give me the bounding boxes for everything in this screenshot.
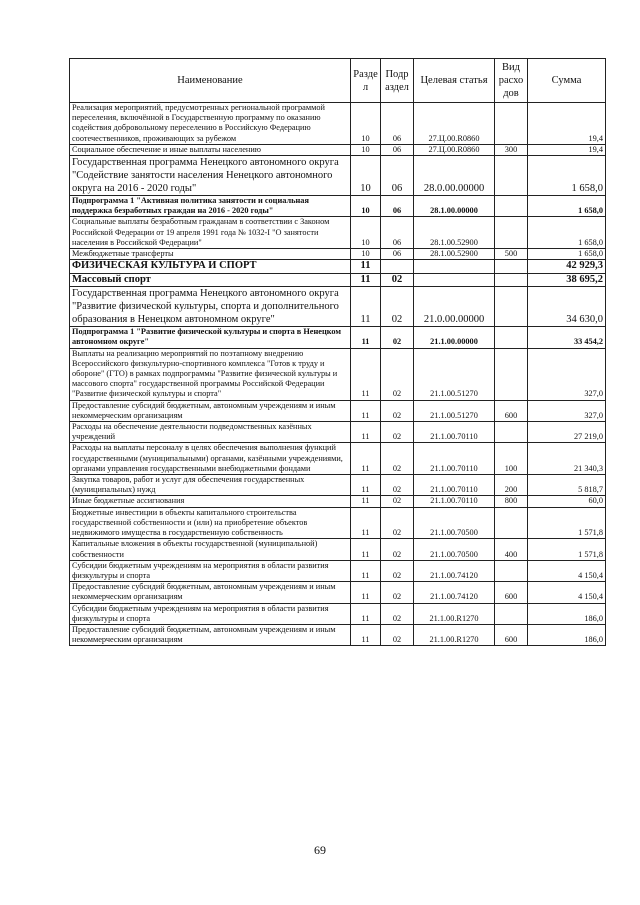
table-row: [70, 144, 606, 155]
header-row: [70, 59, 606, 103]
row-name: Предоставление субсидий бюджетным, автономным учреждениям и иным некоммерческим организациям: [70, 400, 351, 421]
row-subsection: 02: [381, 287, 414, 327]
row-target: 28.1.00.52900: [414, 217, 495, 249]
row-section: 11: [351, 260, 381, 274]
row-target: [414, 260, 495, 274]
table-row: [70, 217, 606, 249]
row-name: Бюджетные инвестиции в объекты капитального строительства государственной собственности и (или) на приобретение объектов недвижимого имущества в государственную собственность: [70, 507, 351, 539]
row-sum: 186,0: [528, 603, 606, 624]
row-section: 11: [351, 496, 381, 507]
row-sum: 33 454,2: [528, 327, 606, 348]
table-row: [70, 103, 606, 145]
table-row: [70, 560, 606, 581]
row-section: 11: [351, 443, 381, 475]
row-section: 11: [351, 560, 381, 581]
row-name: Субсидии бюджетным учреждениям на мероприятия в области развития физкультуры и спорта: [70, 560, 351, 581]
row-target: 21.1.00.51270: [414, 400, 495, 421]
header-name: Наименование: [70, 59, 351, 103]
table-row: [70, 348, 606, 400]
row-name: Субсидии бюджетным учреждениям на мероприятия в области развития физкультуры и спорта: [70, 603, 351, 624]
header-target: Целевая статья: [414, 59, 495, 103]
row-subsection: 02: [381, 603, 414, 624]
table-row: [70, 422, 606, 443]
row-section: 10: [351, 144, 381, 155]
row-sum: 19,4: [528, 144, 606, 155]
row-subsection: 02: [381, 475, 414, 496]
header-sum: Сумма: [528, 59, 606, 103]
row-target: 21.1.00.70110: [414, 443, 495, 475]
row-target: 21.1.00.70500: [414, 507, 495, 539]
row-name: Социальное обеспечение и иные выплаты населению: [70, 144, 351, 155]
row-subsection: 02: [381, 507, 414, 539]
row-subsection: 06: [381, 196, 414, 217]
row-target: 21.1.00.70110: [414, 496, 495, 507]
row-subsection: 02: [381, 348, 414, 400]
row-target: 27.Ц.00.R0860: [414, 144, 495, 155]
row-name: Государственная программа Ненецкого автономного округа "Содействие занятости населения Ненецкого автономного округа на 2016 - 2020 годы": [70, 156, 351, 196]
row-name: Подпрограмма 1 "Развитие физической культуры и спорта в Ненецком автономном округе": [70, 327, 351, 348]
table-row: [70, 582, 606, 603]
row-sum: 1 658,0: [528, 217, 606, 249]
row-section: 11: [351, 400, 381, 421]
table-row: [70, 260, 606, 274]
row-section: 11: [351, 422, 381, 443]
table-row: [70, 156, 606, 196]
row-name: Расходы на выплаты персоналу в целях обеспечения выполнения функций государственными (муниципальными) органами, казёнными учреждениями, органами управления государственными внебюджетными фондами: [70, 443, 351, 475]
row-section: 11: [351, 624, 381, 645]
row-subsection: 06: [381, 217, 414, 249]
row-sum: 5 818,7: [528, 475, 606, 496]
table-row: [70, 496, 606, 507]
row-target: 21.1.00.00000: [414, 327, 495, 348]
row-target: 21.1.00.70500: [414, 539, 495, 560]
row-type: 400: [495, 539, 528, 560]
row-type: [495, 196, 528, 217]
row-type: [495, 287, 528, 327]
row-type: 600: [495, 582, 528, 603]
row-name: Закупка товаров, работ и услуг для обеспечения государственных (муниципальных) нужд: [70, 475, 351, 496]
row-target: 21.1.00.R1270: [414, 603, 495, 624]
row-sum: 60,0: [528, 496, 606, 507]
table-row: [70, 287, 606, 327]
header-subsection: Подр аздел: [381, 59, 414, 103]
table-row: [70, 196, 606, 217]
row-target: 21.1.00.R1270: [414, 624, 495, 645]
row-type: [495, 217, 528, 249]
row-section: 10: [351, 249, 381, 260]
row-sum: 42 929,3: [528, 260, 606, 274]
row-sum: 186,0: [528, 624, 606, 645]
table-row: [70, 400, 606, 421]
row-sum: 1 571,8: [528, 539, 606, 560]
header-section: Разде л: [351, 59, 381, 103]
row-type: 100: [495, 443, 528, 475]
row-section: 10: [351, 196, 381, 217]
row-subsection: 06: [381, 156, 414, 196]
table-row: [70, 475, 606, 496]
row-sum: 38 695,2: [528, 273, 606, 287]
row-name: Выплаты на реализацию мероприятий по поэтапному внедрению Всероссийского физкультурно-спортивного комплекса "Готов к труду и обороне" (ГТО) в рамках подпрограммы "Развитие физической культуры и массового спорта" государственной программы Российской Федерации "Развитие физической культуры и спорта": [70, 348, 351, 400]
row-sum: 1 571,8: [528, 507, 606, 539]
row-name: Межбюджетные трансферты: [70, 249, 351, 260]
row-sum: 1 658,0: [528, 249, 606, 260]
row-sum: 1 658,0: [528, 156, 606, 196]
row-subsection: 02: [381, 582, 414, 603]
row-subsection: 06: [381, 103, 414, 145]
table-row: [70, 249, 606, 260]
table-row: [70, 624, 606, 645]
row-subsection: 02: [381, 443, 414, 475]
row-section: 11: [351, 582, 381, 603]
row-subsection: 02: [381, 400, 414, 421]
row-name: Иные бюджетные ассигнования: [70, 496, 351, 507]
row-subsection: 02: [381, 624, 414, 645]
table-row: [70, 443, 606, 475]
row-type: [495, 156, 528, 196]
row-subsection: 02: [381, 327, 414, 348]
row-sum: 34 630,0: [528, 287, 606, 327]
row-subsection: 02: [381, 422, 414, 443]
header-type: Вид расхо дов: [495, 59, 528, 103]
row-type: [495, 103, 528, 145]
row-name: Предоставление субсидий бюджетным, автономным учреждениям и иным некоммерческим организациям: [70, 624, 351, 645]
row-section: 11: [351, 603, 381, 624]
row-section: 11: [351, 475, 381, 496]
budget-table: [69, 58, 606, 646]
row-type: 300: [495, 144, 528, 155]
row-section: 11: [351, 327, 381, 348]
row-target: 21.1.00.74120: [414, 560, 495, 581]
row-sum: 327,0: [528, 348, 606, 400]
row-section: 11: [351, 287, 381, 327]
row-type: [495, 327, 528, 348]
row-section: 10: [351, 217, 381, 249]
table-row: [70, 273, 606, 287]
table-row: [70, 603, 606, 624]
row-target: 21.0.00.00000: [414, 287, 495, 327]
row-type: [495, 507, 528, 539]
row-name: Массовый спорт: [70, 273, 351, 287]
row-type: 200: [495, 475, 528, 496]
row-name: Капитальные вложения в объекты государственной (муниципальной) собственности: [70, 539, 351, 560]
row-sum: 4 150,4: [528, 560, 606, 581]
row-name: Подпрограмма 1 "Активная политика занятости и социальная поддержка безработных граждан на 2016 - 2020 годы": [70, 196, 351, 217]
row-type: 600: [495, 624, 528, 645]
row-section: 11: [351, 507, 381, 539]
table-row: [70, 507, 606, 539]
row-sum: 1 658,0: [528, 196, 606, 217]
row-type: [495, 560, 528, 581]
row-name: Социальные выплаты безработным гражданам в соответствии с Законом Российской Федерации от 19 апреля 1991 года № 1032-I "О занятости населения в Российской Федерации": [70, 217, 351, 249]
row-sum: 4 150,4: [528, 582, 606, 603]
row-subsection: 02: [381, 496, 414, 507]
row-type: 600: [495, 400, 528, 421]
row-target: 28.1.00.52900: [414, 249, 495, 260]
row-sum: 19,4: [528, 103, 606, 145]
row-section: 11: [351, 539, 381, 560]
row-section: 11: [351, 273, 381, 287]
row-subsection: 02: [381, 273, 414, 287]
row-target: 21.1.00.70110: [414, 475, 495, 496]
row-sum: 27 219,0: [528, 422, 606, 443]
row-target: 28.0.00.00000: [414, 156, 495, 196]
row-section: 10: [351, 156, 381, 196]
row-subsection: 06: [381, 249, 414, 260]
row-type: [495, 603, 528, 624]
row-target: 27.Ц.00.R0860: [414, 103, 495, 145]
table-row: [70, 539, 606, 560]
row-section: 10: [351, 103, 381, 145]
row-target: 21.1.00.51270: [414, 348, 495, 400]
row-target: 21.1.00.74120: [414, 582, 495, 603]
row-subsection: 02: [381, 539, 414, 560]
row-target: 21.1.00.70110: [414, 422, 495, 443]
row-target: 28.1.00.00000: [414, 196, 495, 217]
row-name: Расходы на обеспечение деятельности подведомственных казённых учреждений: [70, 422, 351, 443]
row-subsection: [381, 260, 414, 274]
page-number: 69: [314, 843, 326, 857]
row-sum: 21 340,3: [528, 443, 606, 475]
row-subsection: 02: [381, 560, 414, 581]
row-name: Предоставление субсидий бюджетным, автономным учреждениям и иным некоммерческим организациям: [70, 582, 351, 603]
row-sum: 327,0: [528, 400, 606, 421]
row-name: ФИЗИЧЕСКАЯ КУЛЬТУРА И СПОРТ: [70, 260, 351, 274]
row-target: [414, 273, 495, 287]
row-type: 500: [495, 249, 528, 260]
row-section: 11: [351, 348, 381, 400]
row-name: Реализация мероприятий, предусмотренных региональной программой переселения, включённой в Государственную программу по оказанию содействия добровольному переселению в Российскую Федерацию соотечественников, проживающих за рубежом: [70, 103, 351, 145]
table-row: [70, 327, 606, 348]
row-type: 800: [495, 496, 528, 507]
row-type: [495, 273, 528, 287]
row-type: [495, 422, 528, 443]
row-subsection: 06: [381, 144, 414, 155]
row-type: [495, 348, 528, 400]
row-type: [495, 260, 528, 274]
row-name: Государственная программа Ненецкого автономного округа "Развитие физической культуры, спорта и дополнительного образования в Ненецком автономном округе": [70, 287, 351, 327]
